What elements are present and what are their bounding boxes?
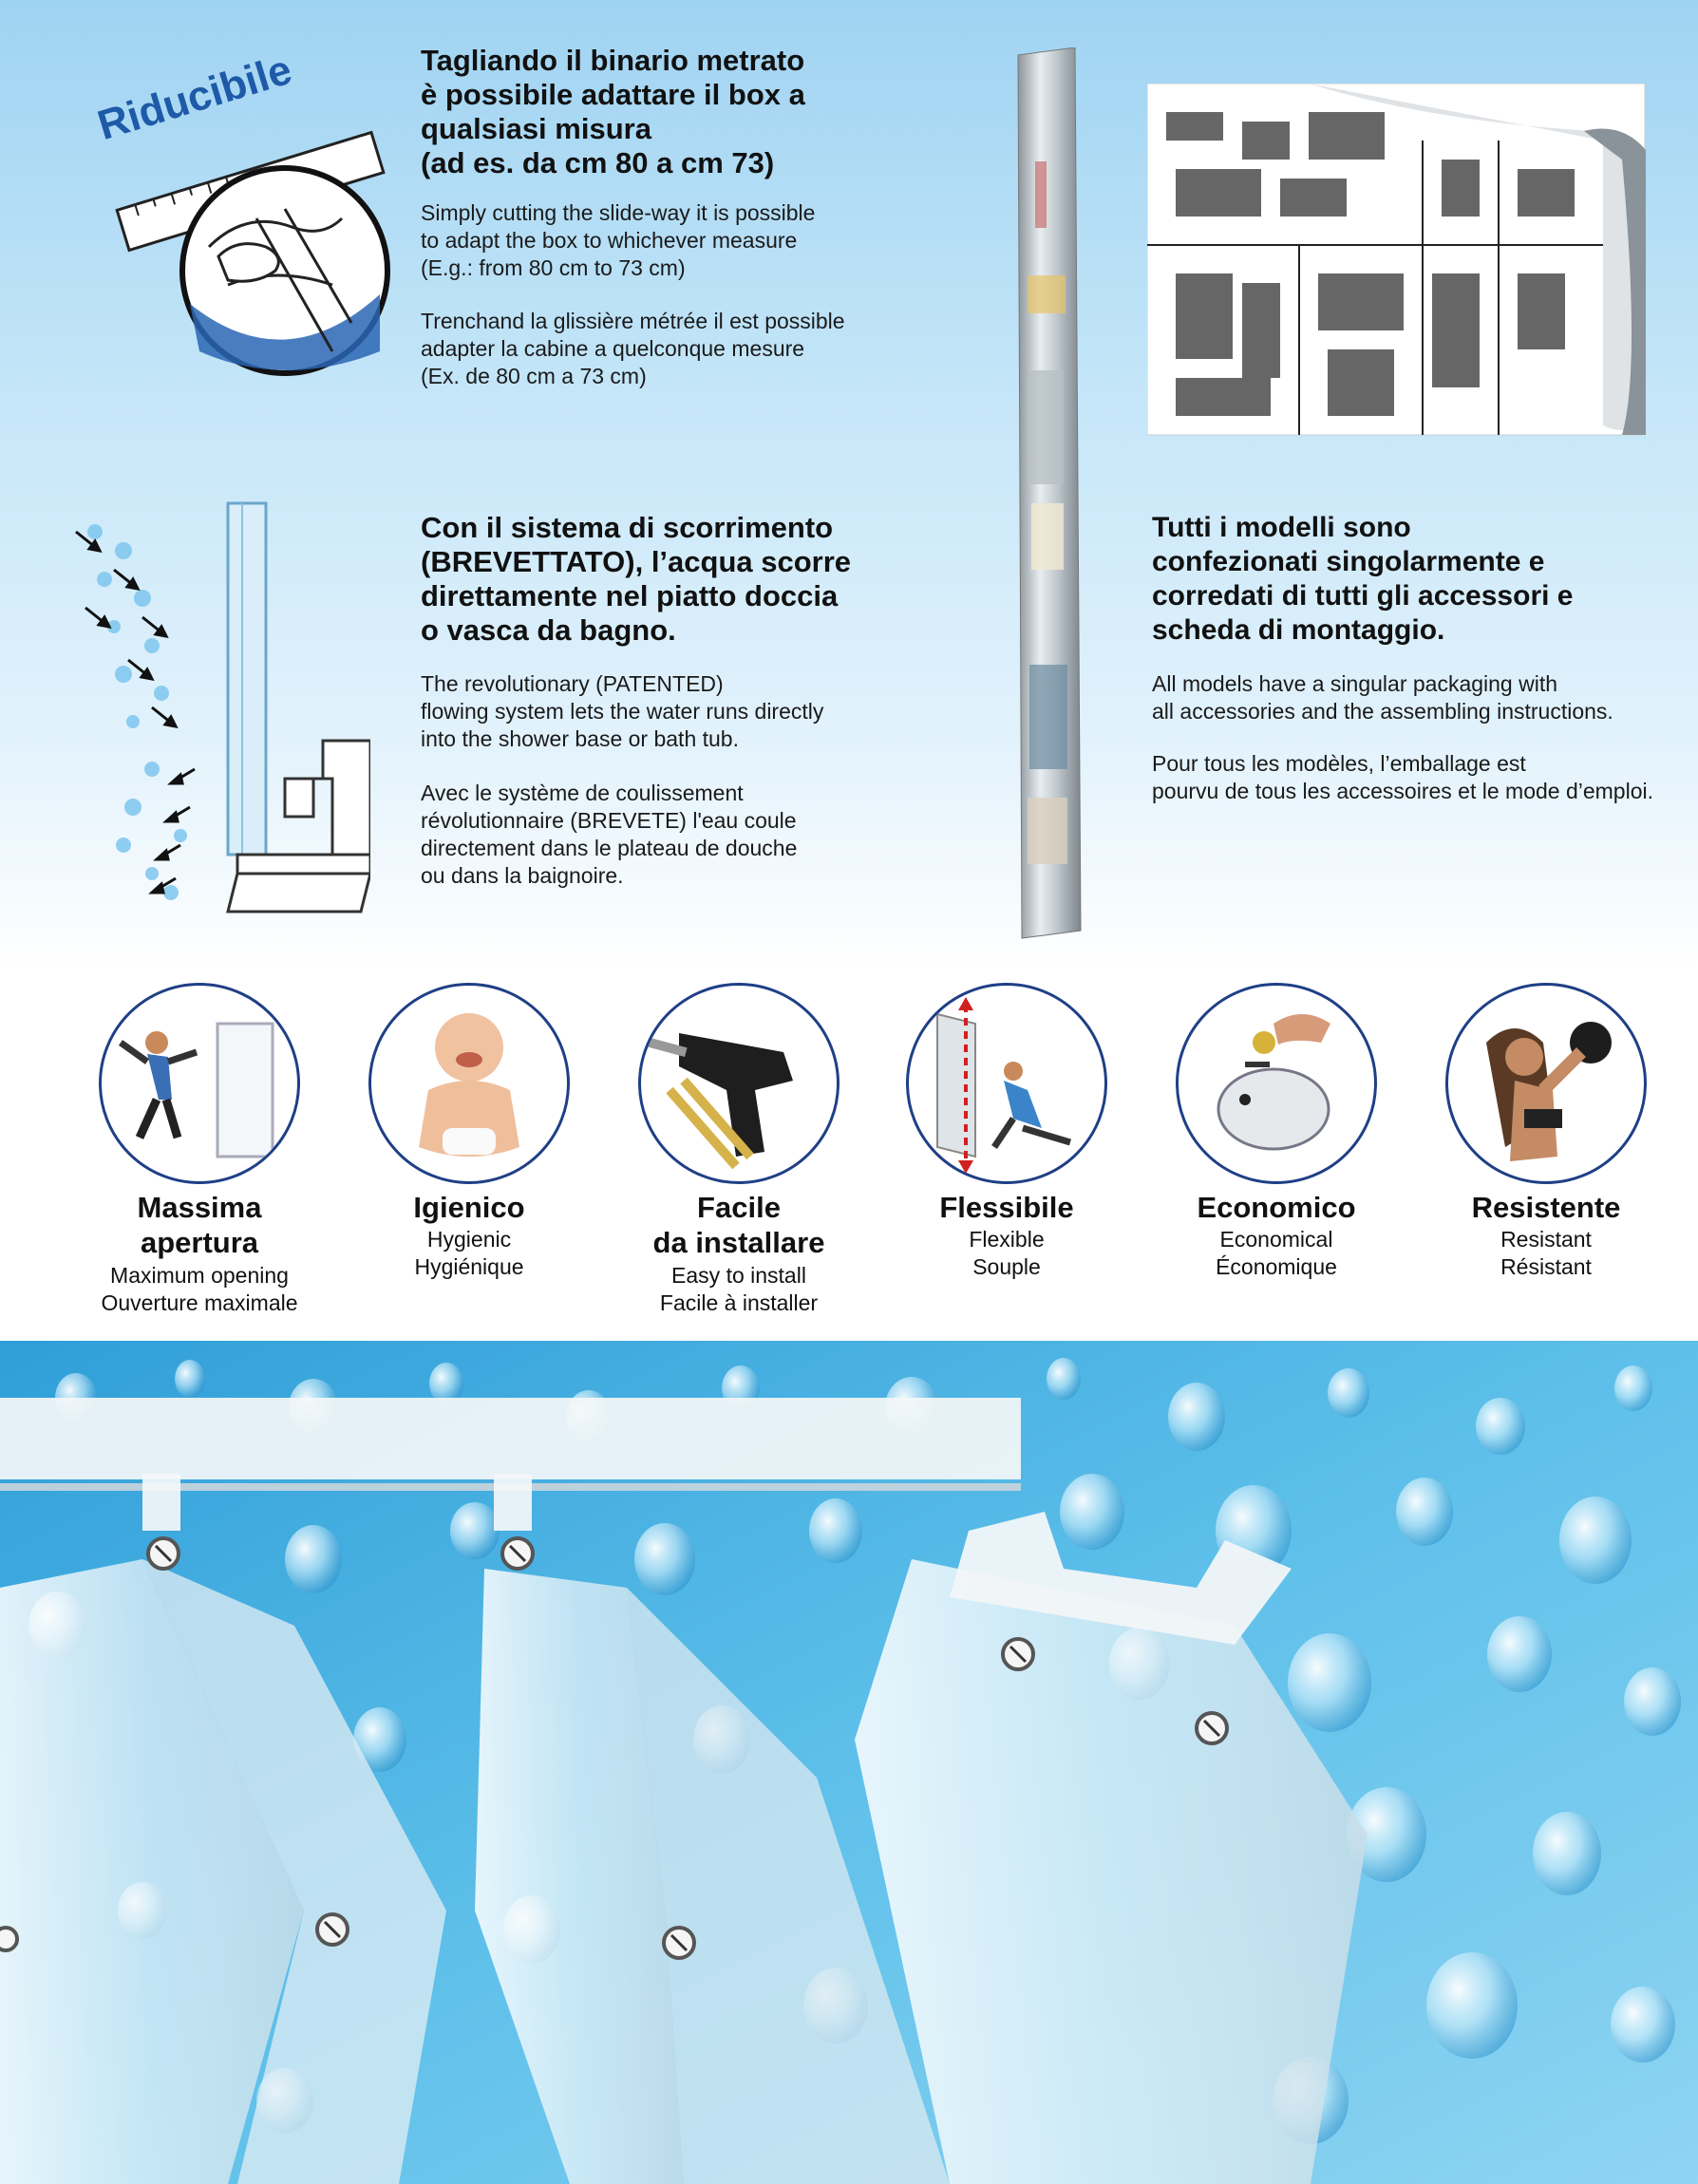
flexible-door-icon [909, 986, 1104, 1181]
feature-sub-resistant [1404, 1226, 1689, 1281]
feature-title-line: Facile [697, 1191, 781, 1224]
piggy-bank-icon [1179, 986, 1374, 1181]
feature-sub-economical [1134, 1226, 1419, 1281]
cut-title-line-2: è possibile adattare il box a [421, 78, 805, 111]
pack-text-block [1152, 511, 1684, 805]
feature-circle-easy-install [638, 983, 840, 1184]
boxer-icon [1448, 986, 1644, 1181]
cut-en-line-1: Simply cutting the slide-way it is possible [421, 200, 816, 225]
pack-title-line-1: Tutti i modelli sono [1152, 512, 1411, 543]
feature-title-hygienic [327, 1190, 612, 1225]
cut-title-line-4: (ad es. da cm 80 a cm 73) [421, 146, 775, 179]
feature-sub-hygienic [327, 1226, 612, 1281]
pack-title-line-2: confezionati singolarmente e [1152, 546, 1545, 577]
feature-circle-economical [1176, 983, 1377, 1184]
cut-title-line-1: Tagliando il binario metrato [421, 44, 805, 77]
flow-title-line-3: direttamente nel piatto doccia [421, 579, 839, 612]
feature-sub-line: Flexible [969, 1227, 1045, 1252]
feature-title-max-opening [57, 1190, 342, 1260]
pack-title-line-3: corredati di tutti gli accessori e [1152, 580, 1574, 612]
pack-en-line-2: all accessories and the assembling instructions. [1152, 699, 1613, 724]
pack-en-line-1: All models have a singular packaging with [1152, 671, 1558, 696]
flow-title-line-1: Con il sistema di scorrimento [421, 511, 834, 544]
feature-sub-line: Économique [1216, 1254, 1337, 1279]
feature-sub-line: Facile à installer [659, 1290, 819, 1315]
flow-en-line-2: flowing system lets the water runs directly [421, 699, 824, 724]
pack-fr-line-1: Pour tous les modèles, l’emballage est [1152, 751, 1526, 776]
cut-title-line-3: qualsiasi misura [421, 112, 651, 145]
folding-door-photo [0, 1341, 1698, 2184]
feature-title-line: da installare [652, 1226, 825, 1259]
feature-sub-max-opening [57, 1262, 342, 1317]
feature-sub-line: Resistant [1500, 1227, 1592, 1252]
cut-en-line-2: to adapt the box to whichever measure [421, 228, 798, 253]
feature-title-line: Igienico [413, 1191, 525, 1224]
water-flow-illustration [57, 494, 370, 931]
feature-title-line: Economico [1197, 1191, 1356, 1224]
feature-circle-resistant [1445, 983, 1647, 1184]
feature-sub-line: Hygiénique [414, 1254, 524, 1279]
feature-sub-line: Hygienic [426, 1227, 512, 1252]
riducibile-badge: Riducibile [92, 46, 297, 150]
feature-sub-easy-install [596, 1262, 881, 1317]
feature-title-easy-install [596, 1190, 881, 1260]
feature-title-line: Resistente [1471, 1191, 1621, 1224]
flow-fr-line-3: directement dans le plateau de douche [421, 836, 798, 860]
baby-icon [371, 986, 567, 1181]
flow-en-line-1: The revolutionary (PATENTED) [421, 671, 724, 696]
instruction-sheet-image [1147, 84, 1651, 439]
flow-fr-line-2: révolutionnaire (BREVETE) l'eau coule [421, 808, 797, 833]
flow-fr-line-4: ou dans la baignoire. [421, 863, 624, 888]
flow-fr-line-1: Avec le système de coulissement [421, 781, 744, 805]
flow-en-line-3: into the shower base or bath tub. [421, 726, 739, 751]
man-jumping-icon [102, 986, 297, 1181]
cut-text-block [421, 44, 858, 390]
feature-sub-line: Souple [972, 1254, 1041, 1279]
feature-title-resistant [1404, 1190, 1689, 1225]
cut-fr-line-2: adapter la cabine a quelconque mesure [421, 336, 805, 361]
feature-circle-hygienic [368, 983, 570, 1184]
feature-sub-flexible [864, 1226, 1149, 1281]
drill-icon [641, 986, 837, 1181]
feature-sub-line: Résistant [1500, 1254, 1592, 1279]
cut-fr-line-3: (Ex. de 80 cm a 73 cm) [421, 364, 647, 388]
cut-en-line-3: (E.g.: from 80 cm to 73 cm) [421, 255, 686, 280]
flow-title-line-2: (BREVETTATO), l’acqua scorre [421, 545, 852, 578]
feature-title-flexible [864, 1190, 1149, 1225]
feature-title-line: Flessibile [939, 1191, 1074, 1224]
pack-title-line-4: scheda di montaggio. [1152, 614, 1445, 646]
water-drops-background [0, 1341, 1698, 2184]
flow-text-block [421, 511, 877, 890]
feature-circle-flexible [906, 983, 1107, 1184]
feature-sub-line: Economical [1219, 1227, 1333, 1252]
cut-fr-line-1: Trenchand la glissière métrée il est possible [421, 309, 845, 333]
feature-title-economical [1134, 1190, 1419, 1225]
flow-title-line-4: o vasca da bagno. [421, 613, 676, 647]
feature-sub-line: Maximum opening [110, 1263, 289, 1288]
feature-title-line: Massima [137, 1191, 262, 1224]
feature-circle-max-opening [99, 983, 300, 1184]
feature-sub-line: Ouverture maximale [101, 1290, 298, 1315]
feature-title-line: apertura [140, 1226, 259, 1259]
pack-fr-line-2: pourvu de tous les accessoires et le mode d’emploi. [1152, 779, 1654, 803]
feature-sub-line: Easy to install [671, 1263, 806, 1288]
package-photo [1007, 47, 1092, 940]
